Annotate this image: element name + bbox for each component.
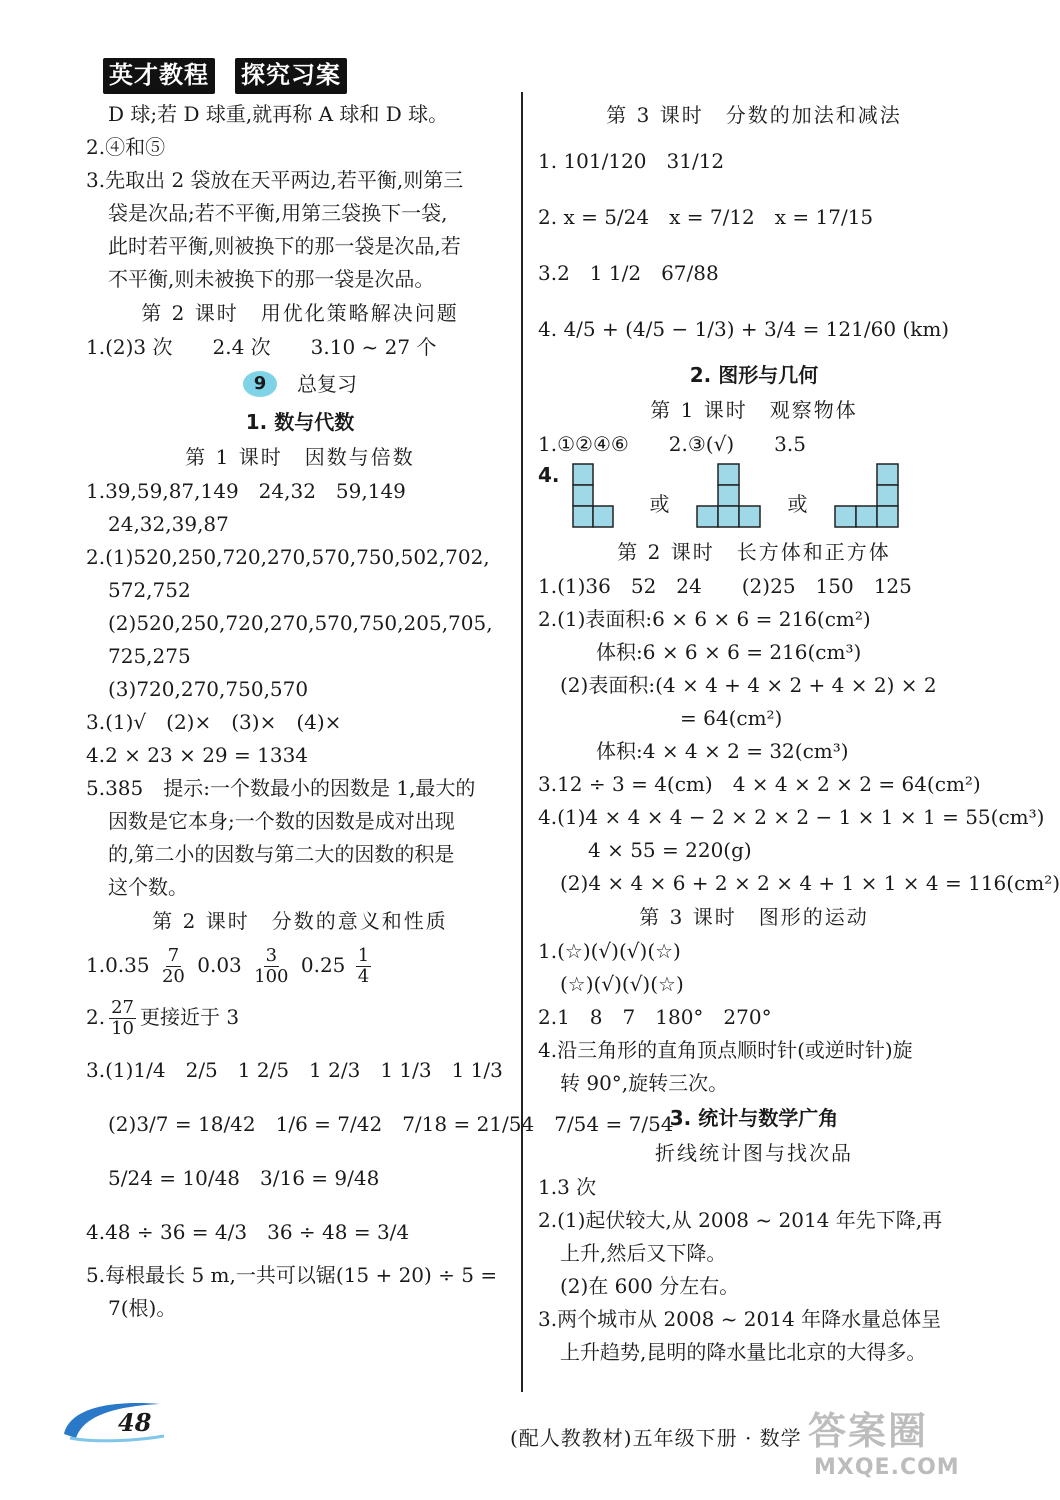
answer-line: 不平衡,则未被换下的那一袋是次品。 <box>108 267 435 291</box>
answer-line: 1.3 次 <box>538 1175 597 1199</box>
answer-line: 1.(1)36 52 24 (2)25 150 125 <box>538 574 912 598</box>
lesson-title: 第 1 课时 因数与倍数 <box>185 445 415 469</box>
answer-line: 3.(1)1/4 2/5 1 2/5 1 2/3 1 1/3 1 1/3 <box>86 1058 503 1082</box>
answer-line: 上升,然后又下降。 <box>560 1241 727 1265</box>
watermark-title: 答案圈 <box>808 1409 929 1453</box>
page-number: 48 <box>118 1408 152 1437</box>
answer-line: 5.每根最长 5 m,一共可以锯(15 + 20) ÷ 5 = <box>86 1263 498 1287</box>
lesson-title: 第 2 课时 分数的意义和性质 <box>152 909 448 933</box>
numerator: 27 <box>111 997 134 1018</box>
answer-line: 2.1 8 7 180° 270° <box>538 1005 772 1029</box>
chapter-title: 总复习 <box>297 372 357 396</box>
answer-line: 3.2 1 1/2 67/88 <box>538 261 719 285</box>
denominator: 10 <box>111 1018 134 1039</box>
answer-line: (2)表面积:(4 × 4 + 4 × 2 + 4 × 2) × 2 <box>560 673 937 697</box>
answer-line: 24,32,39,87 <box>108 512 229 536</box>
answer-line: (3)720,270,750,570 <box>108 677 309 701</box>
answer-line: 因数是它本身;一个数的因数是成对出现 <box>108 809 455 833</box>
denominator: 20 <box>161 966 185 987</box>
answer-text: 更接近于 3 <box>140 1005 240 1029</box>
answer-line: 3.先取出 2 袋放在天平两边,若平衡,则第三 <box>86 168 464 192</box>
answer-line: 2.(1)520,250,720,270,570,750,502,702, <box>86 545 490 569</box>
answer-line: 体积:4 × 4 × 2 = 32(cm³) <box>596 739 849 763</box>
chapter-number-badge: 9 <box>243 371 277 397</box>
fraction <box>109 998 136 1039</box>
chapter-heading <box>86 364 514 404</box>
answer-line: (2)3/7 = 18/42 1/6 = 7/42 7/18 = 21/54 7/54 = 7/54 <box>108 1112 674 1136</box>
denominator: 4 <box>357 966 370 987</box>
answer-line: 5.385 提示:一个数最小的因数是 1,最大的 <box>86 776 476 800</box>
answer-line: 1.①②④⑥ 2.③(√) 3.5 <box>538 432 806 456</box>
answer-line-fractions <box>86 939 514 991</box>
lesson-title: 第 3 课时 图形的运动 <box>639 905 869 929</box>
or-label: 或 <box>787 492 808 516</box>
answer-line: 2.④和⑤ <box>86 135 166 159</box>
lesson-title: 第 2 课时 用优化策略解决问题 <box>141 301 459 325</box>
numerator: 3 <box>265 945 278 966</box>
lesson-title: 第 3 课时 分数的加法和减法 <box>606 103 902 127</box>
section-title: 2. 图形与几何 <box>689 363 819 387</box>
brand-left: 英才教程 <box>103 58 215 94</box>
answer-line: 572,752 <box>108 578 191 602</box>
denominator: 100 <box>254 966 289 987</box>
lesson-title: 折线统计图与找次品 <box>655 1141 853 1165</box>
fraction <box>356 946 371 987</box>
answer-line: 4.(1)4 × 4 × 4 − 2 × 2 × 2 − 1 × 1 × 1 = 55(cm³) <box>538 805 1045 829</box>
answer-line: 2.(1)表面积:6 × 6 × 6 = 216(cm²) <box>538 607 871 631</box>
block-view-figure <box>696 463 762 529</box>
block-view-figure <box>572 463 624 529</box>
numerator: 7 <box>167 945 180 966</box>
section-title: 1. 数与代数 <box>245 410 355 434</box>
brand-right: 探究习案 <box>235 58 347 94</box>
answer-line: 7(根)。 <box>108 1296 177 1320</box>
answer-line: 1.39,59,87,149 24,32 59,149 <box>86 479 406 503</box>
fraction <box>252 946 290 987</box>
right-column <box>538 98 1060 1369</box>
answer-line: 3.两个城市从 2008 ~ 2014 年降水量总体呈 <box>538 1307 942 1331</box>
answer-line: (☆)(√)(√)(☆) <box>560 972 684 996</box>
answer-line-fractions <box>86 991 514 1043</box>
view-figures <box>538 463 970 529</box>
question-number: 4. <box>538 463 560 487</box>
numerator: 1 <box>357 945 370 966</box>
answer-line: 4.48 ÷ 36 = 4/3 36 ÷ 48 = 3/4 <box>86 1220 410 1244</box>
answer-line: (2)4 × 4 × 6 + 2 × 2 × 4 + 1 × 1 × 4 = 116(cm²) <box>560 871 1060 895</box>
lesson-title: 第 1 课时 观察物体 <box>650 398 858 422</box>
answer-line: 袋是次品;若不平衡,用第三袋换下一袋, <box>108 201 448 225</box>
answer-line: 转 90°,旋转三次。 <box>560 1071 729 1095</box>
watermark-url: MXQE.COM <box>814 1455 960 1480</box>
answer-line: 1.(2)3 次 2.4 次 3.10 ~ 27 个 <box>86 335 437 359</box>
continued-answer: D 球;若 D 球重,就再称 A 球和 D 球。 <box>108 102 449 126</box>
question-number: 2. <box>86 1005 106 1029</box>
answer-line: (2)520,250,720,270,570,750,205,705, <box>108 611 493 635</box>
book-info: (配人教教材)五年级下册 · 数学 <box>510 1426 802 1450</box>
answer-line: 这个数。 <box>108 875 188 899</box>
answer-line: 3.(1)√ (2)× (3)× (4)× <box>86 710 342 734</box>
answer-line: 3.12 ÷ 3 = 4(cm) 4 × 4 × 2 × 2 = 64(cm²) <box>538 772 981 796</box>
column-divider <box>521 92 523 1392</box>
answer-line: 4. 4/5 + (4/5 − 1/3) + 3/4 = 121/60 (km) <box>538 317 950 341</box>
answer-line: 725,275 <box>108 644 191 668</box>
fraction <box>160 946 187 987</box>
answer-line: 1.(☆)(√)(√)(☆) <box>538 939 681 963</box>
decimal-value: 0.03 <box>197 953 242 977</box>
answer-line: (2)在 600 分左右。 <box>560 1274 740 1298</box>
answer-line: 4.2 × 23 × 29 = 1334 <box>86 743 309 767</box>
page-number-swoosh <box>60 1398 170 1444</box>
block-view-figure <box>834 463 900 529</box>
decimal-value: 1.0.35 <box>86 953 150 977</box>
answer-line: 4 × 55 = 220(g) <box>588 838 752 862</box>
answer-line: 此时若平衡,则被换下的那一袋是次品,若 <box>108 234 461 258</box>
answer-line: = 64(cm²) <box>680 706 783 730</box>
header <box>103 58 347 94</box>
watermark <box>808 1400 988 1490</box>
or-label: 或 <box>649 492 670 516</box>
section-title: 3. 统计与数学广角 <box>669 1106 839 1130</box>
lesson-title: 第 2 课时 长方体和正方体 <box>617 540 891 564</box>
answer-line: 体积:6 × 6 × 6 = 216(cm³) <box>596 640 862 664</box>
answer-line: 上升趋势,昆明的降水量比北京的大得多。 <box>560 1340 927 1364</box>
answer-line: 2.(1)起伏较大,从 2008 ~ 2014 年先下降,再 <box>538 1208 943 1232</box>
answer-line: 2. x = 5/24 x = 7/12 x = 17/15 <box>538 205 874 229</box>
answer-line: 5/24 = 10/48 3/16 = 9/48 <box>108 1166 380 1190</box>
decimal-value: 0.25 <box>300 953 346 977</box>
answer-line: 4.沿三角形的直角顶点顺时针(或逆时针)旋 <box>538 1038 913 1062</box>
answer-line: 1. 101/120 31/12 <box>538 149 725 173</box>
answer-line: 的,第二小的因数与第二大的因数的积是 <box>108 842 455 866</box>
